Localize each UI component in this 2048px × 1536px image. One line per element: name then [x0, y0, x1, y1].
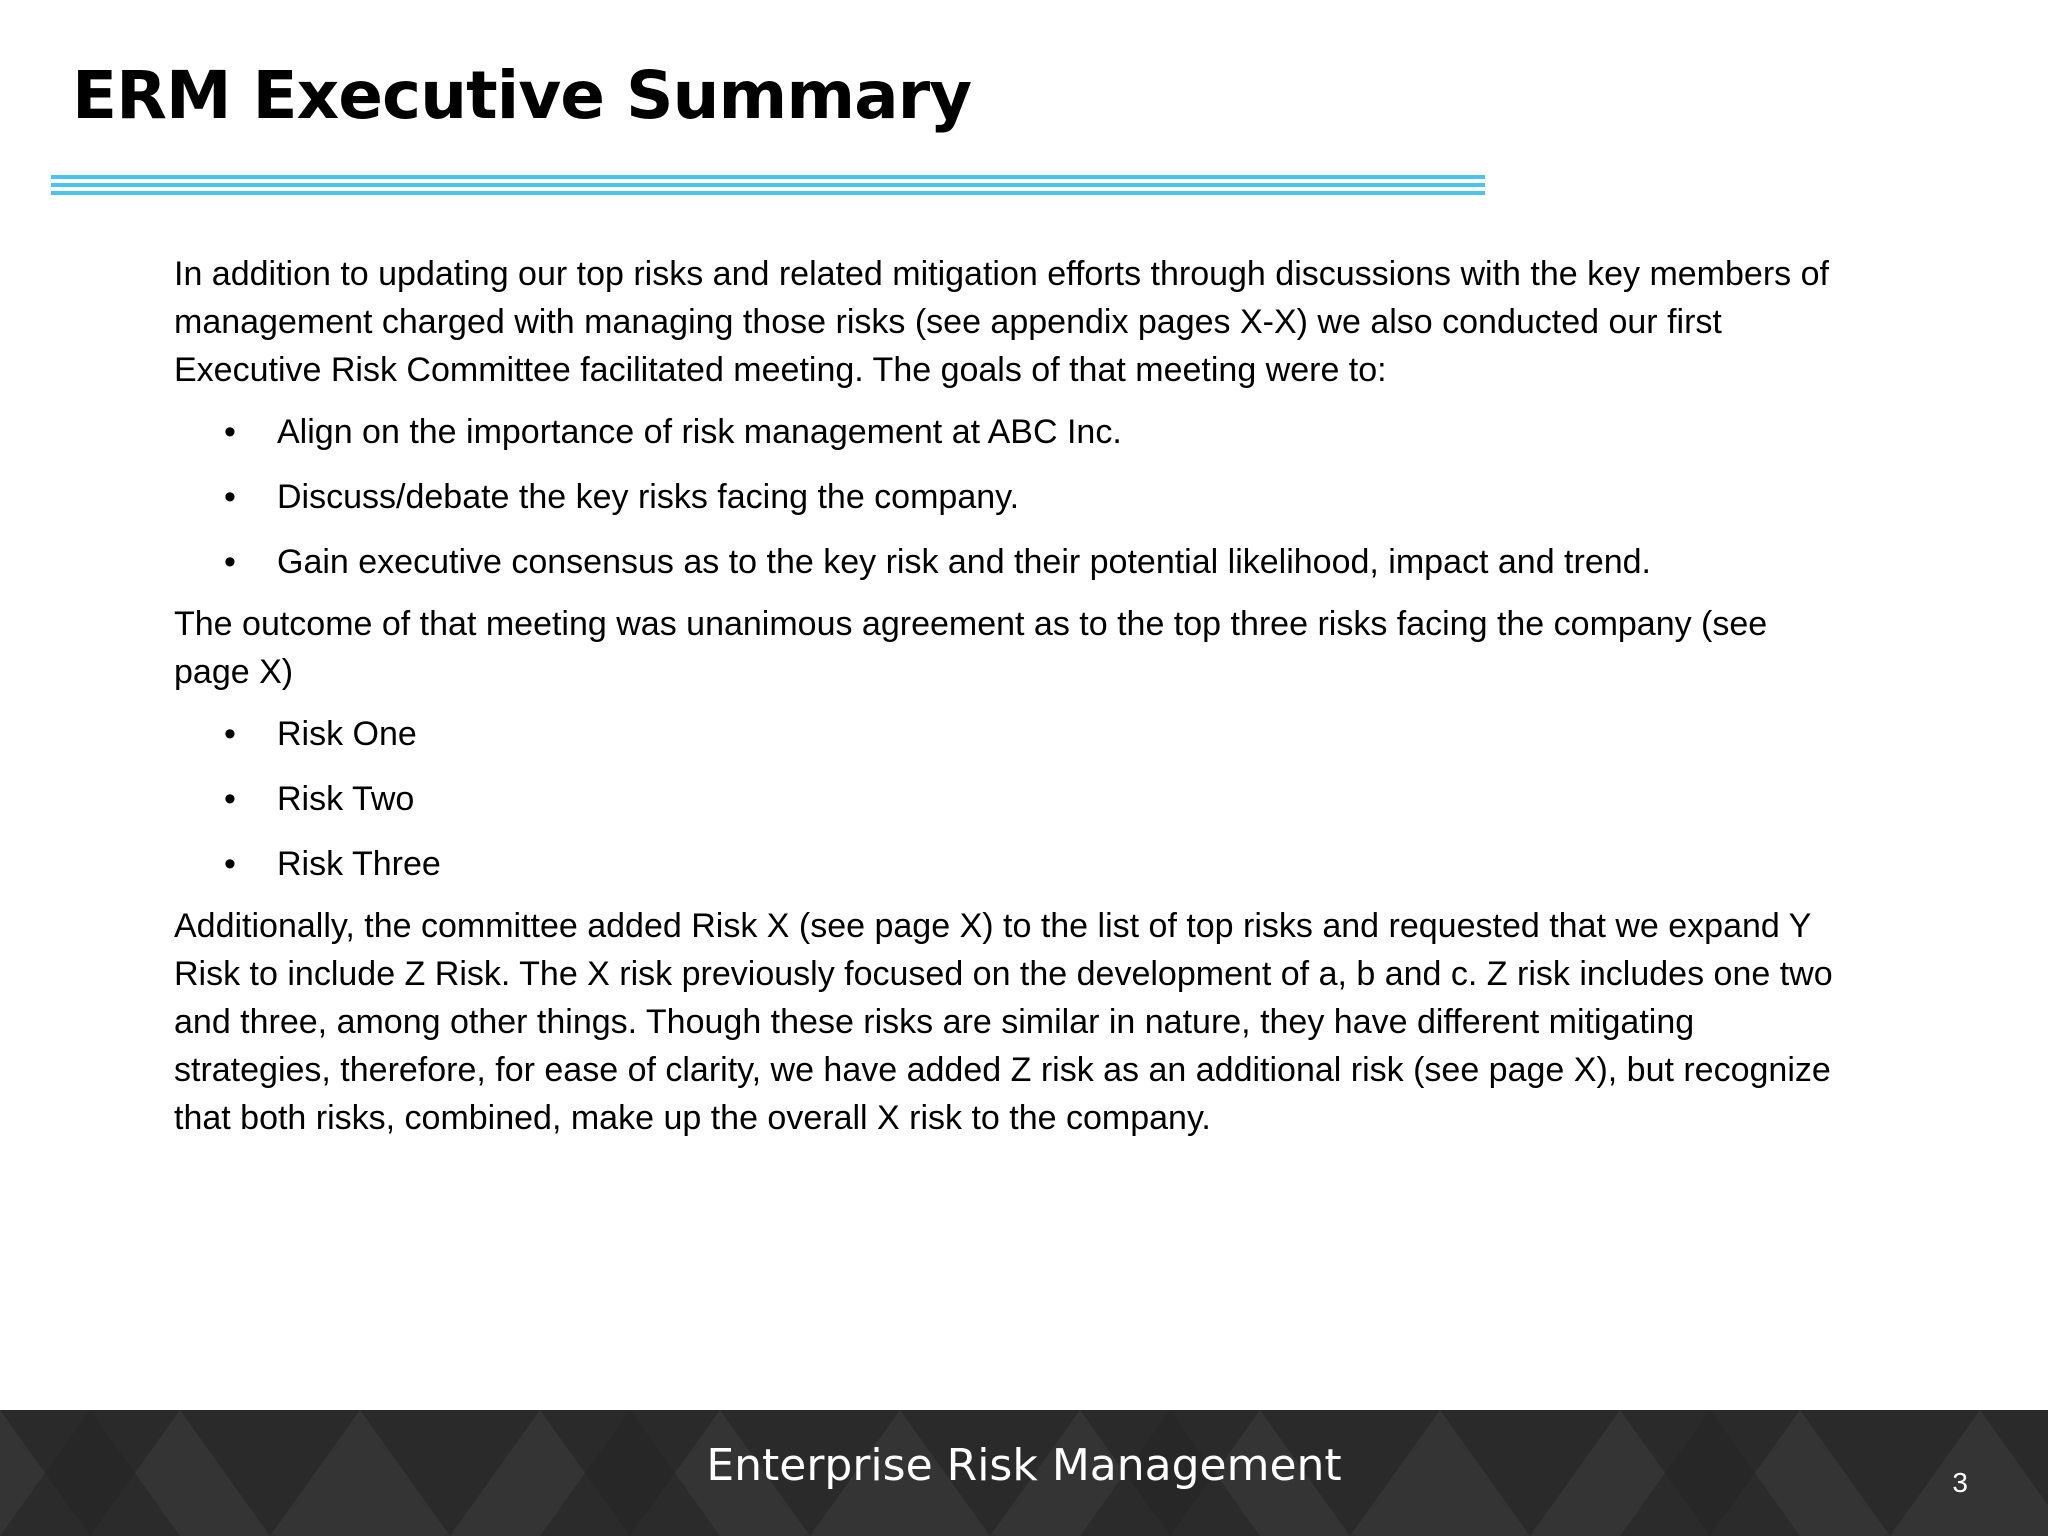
bullet-icon: •	[224, 715, 236, 753]
goal-text: Align on the importance of risk management at ABC Inc.	[277, 413, 1122, 451]
page-number: 3	[1952, 1467, 1968, 1498]
risk-text: Risk Three	[277, 845, 441, 883]
goals-list	[174, 408, 1834, 586]
underline-stripe	[51, 175, 1485, 179]
intro-paragraph: In addition to updating our top risks and related mitigation efforts through discussions with the key members of management charged with managing those risks (see appendix pages X-X) we also conducted our first Executive Risk Committee facilitated meeting. The goals of that meeting were to:	[174, 255, 1829, 389]
bullet-icon: •	[224, 543, 236, 581]
page-title: ERM Executive Summary	[72, 57, 972, 134]
goal-text: Gain executive consensus as to the key risk and their potential likelihood, impact and trend.	[277, 543, 1651, 581]
list-item	[174, 775, 1834, 823]
outcome-paragraph: The outcome of that meeting was unanimous agreement as to the top three risks facing the company (see page X)	[174, 605, 1768, 691]
risk-text: Risk One	[277, 715, 417, 753]
footer-label: Enterprise Risk Management	[706, 1440, 1342, 1491]
bullet-icon: •	[224, 780, 236, 818]
list-item	[174, 473, 1834, 521]
goal-text: Discuss/debate the key risks facing the company.	[277, 478, 1020, 516]
closing-paragraph: Additionally, the committee added Risk X (see page X) to the list of top risks and requested that we expand Y Risk to include Z Risk. The X risk previously focused on the development of a, b and c. Z risk includes one two and three, among other things. Though these risks are similar in nature, they have different mitigating strategies, therefore, for ease of clarity, we have added Z risk as an additional risk (see page X), but recognize that both risks, combined, make up the overall X risk to the company.	[174, 907, 1833, 1137]
list-item	[174, 538, 1834, 586]
list-item	[174, 840, 1834, 888]
bullet-icon: •	[224, 478, 236, 516]
underline-stripe	[51, 183, 1485, 187]
slide-body	[174, 250, 1834, 1142]
bullet-icon: •	[224, 845, 236, 883]
list-item	[174, 710, 1834, 758]
underline-stripe	[51, 191, 1485, 195]
footer-bar	[0, 1410, 2048, 1536]
list-item	[174, 408, 1834, 456]
top-risks-list	[174, 710, 1834, 888]
title-underline	[51, 175, 1485, 199]
bullet-icon: •	[224, 413, 236, 451]
risk-text: Risk Two	[277, 780, 415, 818]
